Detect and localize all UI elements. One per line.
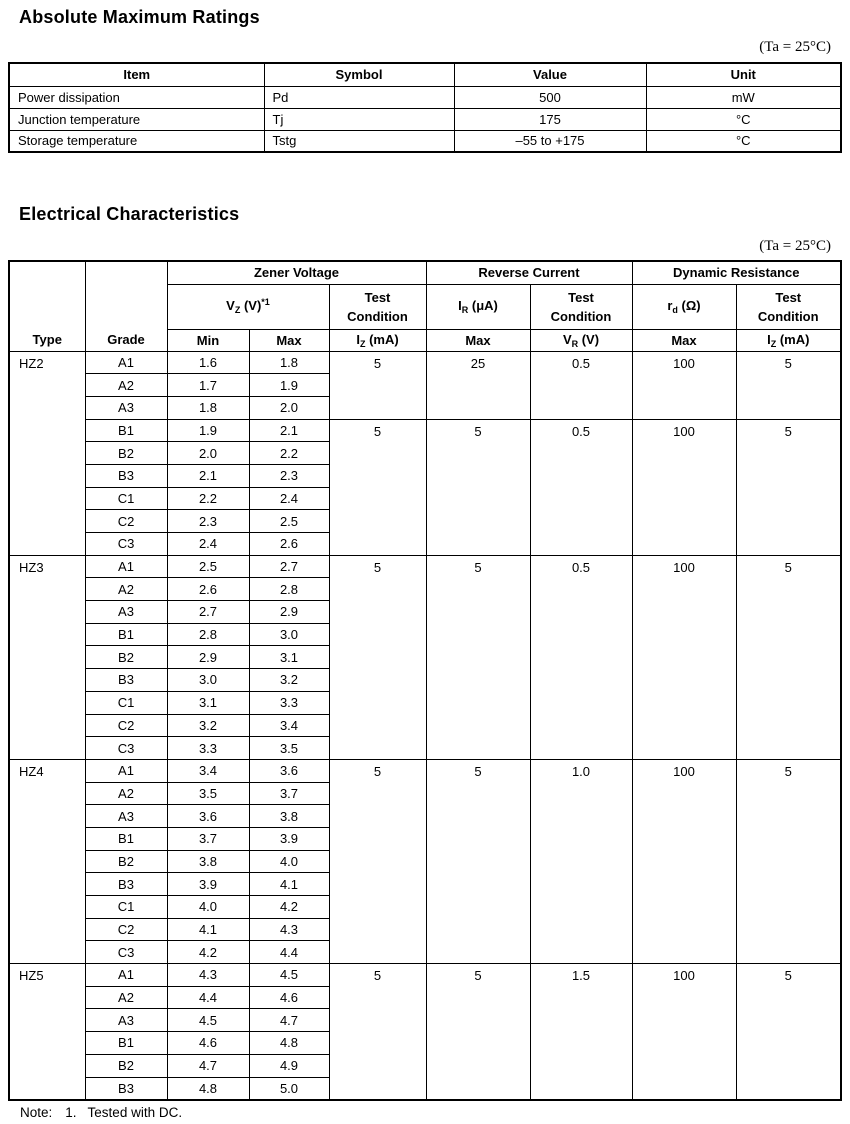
vz-max-cell: 2.0 bbox=[249, 396, 329, 419]
elec-col-type: Type bbox=[9, 261, 85, 351]
vz-min-cell: 4.3 bbox=[167, 964, 249, 987]
grade-cell: C3 bbox=[85, 533, 167, 556]
grade-cell: A2 bbox=[85, 782, 167, 805]
grade-cell: B3 bbox=[85, 464, 167, 487]
vr-test-condition-cell: 1.0 bbox=[530, 759, 632, 963]
grade-cell: B3 bbox=[85, 1077, 167, 1100]
grade-cell: A2 bbox=[85, 578, 167, 601]
vz-max-cell: 4.7 bbox=[249, 1009, 329, 1032]
vz-max-cell: 4.1 bbox=[249, 873, 329, 896]
abs-max-row bbox=[9, 130, 841, 152]
symbol-sub: R bbox=[461, 305, 469, 315]
value-cell: 175 bbox=[454, 108, 646, 130]
footnote-number: 1. bbox=[65, 1104, 77, 1120]
item-cell: Junction temperature bbox=[9, 108, 264, 130]
vz-max-cell: 2.4 bbox=[249, 487, 329, 510]
abs-max-condition-note: (Ta = 25°C) bbox=[759, 39, 831, 55]
rd-max-cell: 100 bbox=[632, 351, 736, 419]
abs-col-item: Item bbox=[9, 63, 264, 86]
iz-test-condition-cell: 5 bbox=[329, 419, 426, 555]
grade-cell: B2 bbox=[85, 850, 167, 873]
grade-cell: B1 bbox=[85, 827, 167, 850]
vz-min-cell: 1.7 bbox=[167, 374, 249, 397]
rd-iz-test-condition-cell: 5 bbox=[736, 419, 841, 555]
elec-group-dynamic-resistance: Dynamic Resistance bbox=[632, 261, 841, 284]
value-cell: 500 bbox=[454, 86, 646, 108]
grade-cell: B2 bbox=[85, 442, 167, 465]
vz-min-cell: 3.3 bbox=[167, 737, 249, 760]
grade-cell: B1 bbox=[85, 1032, 167, 1055]
vz-min-cell: 2.4 bbox=[167, 533, 249, 556]
vz-min-cell: 3.6 bbox=[167, 805, 249, 828]
symbol-post: (Ω) bbox=[677, 298, 701, 313]
grade-cell: B2 bbox=[85, 646, 167, 669]
unit-cell: mW bbox=[646, 86, 841, 108]
elec-row bbox=[9, 964, 841, 987]
vz-min-cell: 2.9 bbox=[167, 646, 249, 669]
grade-cell: A2 bbox=[85, 986, 167, 1009]
abs-col-value: Value bbox=[454, 63, 646, 86]
elec-col-rd-test-condition bbox=[736, 284, 841, 329]
type-cell: HZ2 bbox=[9, 351, 85, 555]
type-cell: HZ3 bbox=[9, 555, 85, 759]
abs-max-row bbox=[9, 86, 841, 108]
vz-min-cell: 3.8 bbox=[167, 850, 249, 873]
elec-row bbox=[9, 555, 841, 578]
grade-cell: A3 bbox=[85, 601, 167, 624]
vz-max-cell: 4.6 bbox=[249, 986, 329, 1009]
vz-max-cell: 4.8 bbox=[249, 1032, 329, 1055]
symbol-pre: I bbox=[356, 331, 360, 347]
vz-min-cell: 4.2 bbox=[167, 941, 249, 964]
elec-col-vr-test-condition bbox=[530, 284, 632, 329]
symbol-sup: *1 bbox=[261, 297, 270, 307]
grade-cell: C2 bbox=[85, 510, 167, 533]
vz-min-cell: 4.4 bbox=[167, 986, 249, 1009]
iz-test-condition-cell: 5 bbox=[329, 759, 426, 963]
rd-iz-test-condition-cell: 5 bbox=[736, 759, 841, 963]
vr-test-condition-cell: 0.5 bbox=[530, 555, 632, 759]
symbol-post: (mA) bbox=[776, 331, 810, 347]
vz-max-cell: 3.1 bbox=[249, 646, 329, 669]
abs-col-symbol: Symbol bbox=[264, 63, 454, 86]
ir-max-cell: 25 bbox=[426, 351, 530, 419]
vz-min-cell: 4.1 bbox=[167, 918, 249, 941]
rd-max-cell: 100 bbox=[632, 964, 736, 1100]
vz-max-cell: 1.8 bbox=[249, 351, 329, 374]
grade-cell: C1 bbox=[85, 691, 167, 714]
vr-test-condition-cell: 0.5 bbox=[530, 351, 632, 419]
vz-max-cell: 4.5 bbox=[249, 964, 329, 987]
vz-max-cell: 4.2 bbox=[249, 896, 329, 919]
rd-max-cell: 100 bbox=[632, 419, 736, 555]
elec-row bbox=[9, 419, 841, 442]
symbol-post: (μA) bbox=[468, 298, 498, 313]
elec-col-grade: Grade bbox=[85, 261, 167, 351]
footnote-label: Note: bbox=[20, 1104, 53, 1120]
symbol-sub: Z bbox=[770, 338, 777, 349]
elec-col-iz-unit bbox=[329, 329, 426, 351]
elec-char-table bbox=[8, 260, 842, 1101]
vz-max-cell: 3.3 bbox=[249, 691, 329, 714]
abs-col-unit: Unit bbox=[646, 63, 841, 86]
grade-cell: B2 bbox=[85, 1054, 167, 1077]
iz-test-condition-cell: 5 bbox=[329, 351, 426, 419]
test-condition-line1: Test bbox=[568, 289, 594, 305]
grade-cell: C1 bbox=[85, 487, 167, 510]
grade-cell: A3 bbox=[85, 805, 167, 828]
symbol-sub: Z bbox=[359, 338, 366, 349]
vz-min-cell: 2.6 bbox=[167, 578, 249, 601]
test-condition-line1: Test bbox=[364, 289, 391, 305]
vz-min-cell: 4.7 bbox=[167, 1054, 249, 1077]
vz-min-cell: 3.7 bbox=[167, 827, 249, 850]
test-condition-line2: Condition bbox=[550, 308, 612, 324]
symbol-sub: d bbox=[672, 305, 678, 315]
elec-header-row-groups bbox=[9, 261, 841, 284]
vz-max-cell: 3.7 bbox=[249, 782, 329, 805]
test-condition-line2: Condition bbox=[347, 308, 408, 324]
vz-max-cell: 3.9 bbox=[249, 827, 329, 850]
symbol-post: (mA) bbox=[365, 331, 399, 347]
grade-cell: A1 bbox=[85, 555, 167, 578]
abs-max-title: Absolute Maximum Ratings bbox=[19, 7, 260, 27]
vr-test-condition-cell: 0.5 bbox=[530, 419, 632, 555]
vz-min-cell: 3.0 bbox=[167, 669, 249, 692]
grade-cell: A1 bbox=[85, 351, 167, 374]
grade-cell: A3 bbox=[85, 396, 167, 419]
symbol-sub: R bbox=[571, 338, 579, 349]
vz-min-cell: 1.8 bbox=[167, 396, 249, 419]
grade-cell: C3 bbox=[85, 737, 167, 760]
grade-cell: C2 bbox=[85, 918, 167, 941]
symbol-post: (V) bbox=[240, 298, 262, 313]
vz-max-cell: 2.5 bbox=[249, 510, 329, 533]
vz-min-cell: 1.9 bbox=[167, 419, 249, 442]
ir-max-cell: 5 bbox=[426, 419, 530, 555]
vz-min-cell: 2.3 bbox=[167, 510, 249, 533]
grade-cell: B1 bbox=[85, 623, 167, 646]
abs-max-header-row bbox=[9, 63, 841, 86]
vz-min-cell: 2.0 bbox=[167, 442, 249, 465]
elec-group-zener-voltage: Zener Voltage bbox=[167, 261, 426, 284]
type-cell: HZ5 bbox=[9, 964, 85, 1100]
elec-col-vr-unit bbox=[530, 329, 632, 351]
vz-max-cell: 2.1 bbox=[249, 419, 329, 442]
grade-cell: B3 bbox=[85, 669, 167, 692]
unit-cell: °C bbox=[646, 130, 841, 152]
elec-col-rd-symbol bbox=[632, 284, 736, 329]
symbol-pre: r bbox=[667, 298, 673, 313]
test-condition-line2: Condition bbox=[757, 308, 819, 324]
vz-min-cell: 2.1 bbox=[167, 464, 249, 487]
symbol-post: (V) bbox=[578, 331, 600, 347]
rd-iz-test-condition-cell: 5 bbox=[736, 964, 841, 1100]
footnote-text: Tested with DC. bbox=[87, 1104, 183, 1120]
grade-cell: C3 bbox=[85, 941, 167, 964]
vz-min-cell: 3.2 bbox=[167, 714, 249, 737]
elec-col-rd-iz-unit bbox=[736, 329, 841, 351]
vz-max-cell: 3.4 bbox=[249, 714, 329, 737]
grade-cell: B1 bbox=[85, 419, 167, 442]
vz-max-cell: 4.3 bbox=[249, 918, 329, 941]
item-cell: Power dissipation bbox=[9, 86, 264, 108]
vz-min-cell: 2.7 bbox=[167, 601, 249, 624]
vz-min-cell: 2.5 bbox=[167, 555, 249, 578]
elec-col-iz-test-condition bbox=[329, 284, 426, 329]
grade-cell: B3 bbox=[85, 873, 167, 896]
symbol-pre: I bbox=[767, 331, 771, 347]
grade-cell: A1 bbox=[85, 964, 167, 987]
vz-max-cell: 3.8 bbox=[249, 805, 329, 828]
unit-cell: °C bbox=[646, 108, 841, 130]
vz-min-cell: 2.8 bbox=[167, 623, 249, 646]
vz-min-cell: 4.0 bbox=[167, 896, 249, 919]
type-cell: HZ4 bbox=[9, 759, 85, 963]
vz-min-cell: 3.4 bbox=[167, 759, 249, 782]
elec-char-title: Electrical Characteristics bbox=[19, 204, 240, 224]
footnote bbox=[20, 1105, 850, 1121]
symbol-cell: Tj bbox=[264, 108, 454, 130]
grade-cell: A3 bbox=[85, 1009, 167, 1032]
vz-max-cell: 2.6 bbox=[249, 533, 329, 556]
vz-min-cell: 3.9 bbox=[167, 873, 249, 896]
vz-max-cell: 2.3 bbox=[249, 464, 329, 487]
vz-max-cell: 4.9 bbox=[249, 1054, 329, 1077]
grade-cell: A2 bbox=[85, 374, 167, 397]
vz-max-cell: 2.2 bbox=[249, 442, 329, 465]
symbol-cell: Tstg bbox=[264, 130, 454, 152]
rd-iz-test-condition-cell: 5 bbox=[736, 351, 841, 419]
abs-max-row bbox=[9, 108, 841, 130]
vz-min-cell: 3.1 bbox=[167, 691, 249, 714]
elec-char-condition-note: (Ta = 25°C) bbox=[759, 238, 831, 254]
vz-min-cell: 4.8 bbox=[167, 1077, 249, 1100]
vr-test-condition-cell: 1.5 bbox=[530, 964, 632, 1100]
grade-cell: C1 bbox=[85, 896, 167, 919]
vz-min-cell: 4.6 bbox=[167, 1032, 249, 1055]
elec-col-ir-max: Max bbox=[426, 329, 530, 351]
symbol-pre: I bbox=[458, 298, 462, 313]
vz-min-cell: 1.6 bbox=[167, 351, 249, 374]
symbol-pre: V bbox=[226, 298, 235, 313]
vz-max-cell: 2.9 bbox=[249, 601, 329, 624]
elec-row bbox=[9, 351, 841, 374]
test-condition-line1: Test bbox=[775, 289, 802, 305]
ir-max-cell: 5 bbox=[426, 759, 530, 963]
vz-min-cell: 2.2 bbox=[167, 487, 249, 510]
rd-max-cell: 100 bbox=[632, 555, 736, 759]
elec-row bbox=[9, 759, 841, 782]
iz-test-condition-cell: 5 bbox=[329, 964, 426, 1100]
grade-cell: C2 bbox=[85, 714, 167, 737]
elec-col-rd-max: Max bbox=[632, 329, 736, 351]
vz-max-cell: 2.7 bbox=[249, 555, 329, 578]
grade-cell: A1 bbox=[85, 759, 167, 782]
symbol-sub: Z bbox=[234, 305, 241, 315]
vz-max-cell: 1.9 bbox=[249, 374, 329, 397]
ir-max-cell: 5 bbox=[426, 555, 530, 759]
vz-max-cell: 4.4 bbox=[249, 941, 329, 964]
vz-max-cell: 4.0 bbox=[249, 850, 329, 873]
elec-col-vz-min: Min bbox=[167, 329, 249, 351]
abs-max-table bbox=[8, 62, 842, 153]
elec-col-vz-max: Max bbox=[249, 329, 329, 351]
symbol-pre: V bbox=[562, 331, 572, 347]
elec-col-vz-symbol bbox=[167, 284, 329, 329]
vz-max-cell: 2.8 bbox=[249, 578, 329, 601]
ir-max-cell: 5 bbox=[426, 964, 530, 1100]
vz-max-cell: 3.2 bbox=[249, 669, 329, 692]
elec-table-body bbox=[9, 351, 841, 1100]
vz-max-cell: 3.0 bbox=[249, 623, 329, 646]
rd-max-cell: 100 bbox=[632, 759, 736, 963]
vz-min-cell: 3.5 bbox=[167, 782, 249, 805]
vz-max-cell: 3.5 bbox=[249, 737, 329, 760]
vz-max-cell: 3.6 bbox=[249, 759, 329, 782]
item-cell: Storage temperature bbox=[9, 130, 264, 152]
vz-max-cell: 5.0 bbox=[249, 1077, 329, 1100]
elec-group-reverse-current: Reverse Current bbox=[426, 261, 632, 284]
value-cell: –55 to +175 bbox=[454, 130, 646, 152]
elec-col-ir-symbol bbox=[426, 284, 530, 329]
iz-test-condition-cell: 5 bbox=[329, 555, 426, 759]
vz-min-cell: 4.5 bbox=[167, 1009, 249, 1032]
rd-iz-test-condition-cell: 5 bbox=[736, 555, 841, 759]
symbol-cell: Pd bbox=[264, 86, 454, 108]
